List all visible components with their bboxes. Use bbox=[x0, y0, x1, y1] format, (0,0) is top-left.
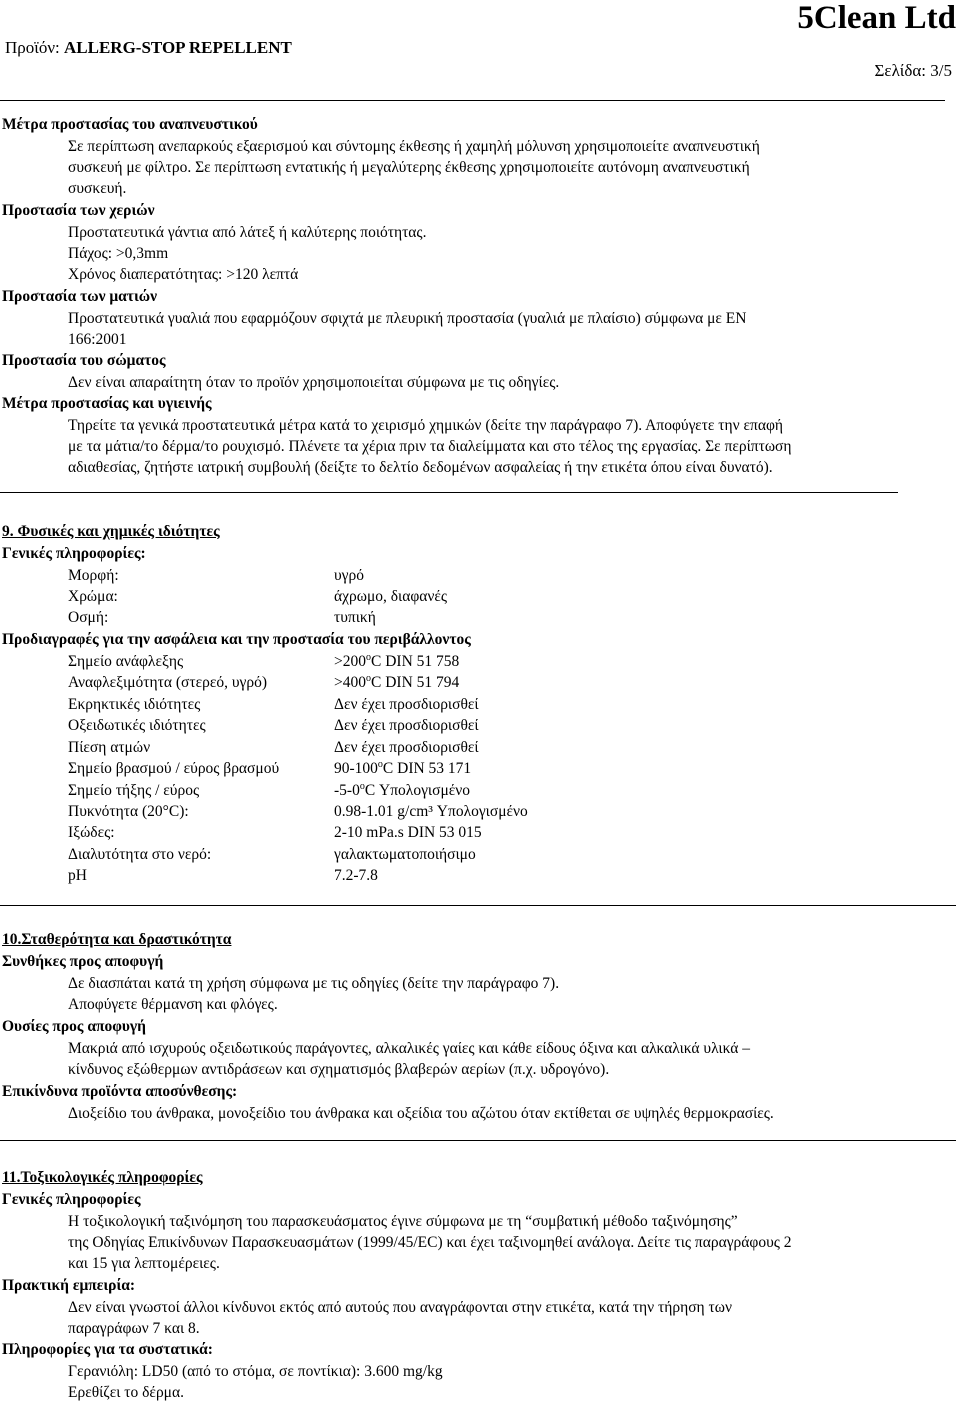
product-line bbox=[5, 38, 292, 58]
tox-general-line: της Οδηγίας Επικίνδυνων Παρασκευασμάτων (1999/45/EC) και έχει ταξινομηθεί ανάλογα. Δείτε τις παραγράφους 2 bbox=[68, 1234, 792, 1251]
spec-label: Σημείο βρασμού / εύρος βρασμού bbox=[68, 760, 280, 777]
hazardous-title: Επικίνδυνα προϊόντα αποσύνθεσης: bbox=[2, 1083, 238, 1100]
spec-value: Δεν έχει προσδιορισθεί bbox=[334, 717, 479, 734]
spec-value: 7.2-7.8 bbox=[334, 867, 378, 884]
property-value: τυπική bbox=[334, 609, 376, 626]
components-line: Γερανιόλη: LD50 (από το στόμα, σε ποντίκια): 3.600 mg/kg bbox=[68, 1363, 443, 1380]
spec-value: Δεν έχει προσδιορισθεί bbox=[334, 739, 479, 756]
spec-label: Διαλυτότητα στο νερό: bbox=[68, 846, 212, 863]
body-line: Δεν είναι απαραίτητη όταν το προϊόν χρησιμοποιείται σύμφωνα με τις οδηγίες. bbox=[68, 374, 560, 391]
practical-line: Δεν είναι γνωστοί άλλοι κίνδυνοι εκτός από αυτούς που αναγράφονται στην ετικέτα, κατά την τήρηση των bbox=[68, 1299, 732, 1316]
spec-value: 2-10 mPa.s DIN 53 015 bbox=[334, 824, 482, 841]
hazardous-line: Διοξείδιο του άνθρακα, μονοξείδιο του άνθρακα και οξείδια του αζώτου όταν εκτίθεται σε υψηλές θερμοκρασίες. bbox=[68, 1105, 774, 1122]
tox-general-title: Γενικές πληροφορίες bbox=[2, 1191, 141, 1208]
section9-title: 9. Φυσικές και χημικές ιδιότητες bbox=[2, 523, 220, 540]
product-name: ALLERG-STOP REPELLENT bbox=[64, 38, 292, 57]
section10-title: 10.Σταθερότητα και δραστικότητα bbox=[2, 931, 232, 948]
spec-label: Πίεση ατμών bbox=[68, 739, 151, 756]
hygiene-line: Τηρείτε τα γενικά προστατευτικά μέτρα κατά το χειρισμό χημικών (δείτε την παράγραφο 7). Αποφύγετε την επαφή bbox=[68, 417, 783, 434]
avoid-conditions-title: Συνθήκες προς αποφυγή bbox=[2, 953, 164, 970]
property-label: Οσμή: bbox=[68, 609, 109, 626]
spec-label: Εκρηκτικές ιδιότητες bbox=[68, 696, 201, 713]
header-divider bbox=[0, 100, 945, 101]
spec-label: Σημείο ανάφλεξης bbox=[68, 653, 184, 670]
components-title: Πληροφορίες για τα συστατικά: bbox=[2, 1341, 213, 1358]
avoid-conditions-line: Δε διασπάται κατά τη χρήση σύμφωνα με τις οδηγίες (δείτε την παράγραφο 7). bbox=[68, 975, 560, 992]
spec-value: $>200^oC$ DIN 51 758 bbox=[334, 652, 460, 670]
respiratory-title: Μέτρα προστασίας του αναπνευστικού bbox=[2, 116, 258, 133]
property-value: υγρό bbox=[334, 567, 365, 584]
tox-general-line: και 15 για λεπτομέρειες. bbox=[68, 1255, 220, 1272]
section11-title: 11.Τοξικολογικές πληροφορίες bbox=[2, 1169, 203, 1186]
product-label: Προϊόν: bbox=[5, 38, 64, 57]
hands-line: Χρόνος διαπερατότητας: >120 λεπτά bbox=[68, 266, 299, 283]
specs-title: Προδιαγραφές για την ασφάλεια και την προστασία του περιβάλλοντος bbox=[2, 631, 471, 648]
spec-value: 0.98-1.01 g/cm³ Υπολογισμένο bbox=[334, 803, 528, 820]
substances-line: Μακριά από ισχυρούς οξειδωτικούς παράγοντες, αλκαλικές γαίες και κάθε είδους όξινα και αλκαλικά υλικά – bbox=[68, 1040, 750, 1057]
section9-general-title: Γενικές πληροφορίες: bbox=[2, 545, 146, 562]
spec-value: 90-100$^o$C DIN 53 171 bbox=[334, 759, 472, 777]
spec-label: Σημείο τήξης / εύρος bbox=[68, 782, 200, 799]
tox-general-line: Η τοξικολογική ταξινόμηση του παρασκευάσματος έγινε σύμφωνα με τη “συμβατική μέθοδο ταξινόμησης” bbox=[68, 1213, 738, 1230]
property-label: Χρώμα: bbox=[68, 588, 118, 605]
spec-value: $>400^oC$ DIN 51 794 bbox=[334, 673, 460, 691]
spec-value: Δεν έχει προσδιορισθεί bbox=[334, 696, 479, 713]
eyes-line: Προστατευτικά γυαλιά που εφαρμόζουν σφιχτά με πλευρική προστασία (γυαλιά με πλαίσιο) σύμφωνα με EN bbox=[68, 310, 747, 327]
hygiene-line: με τα μάτια/το δέρμα/το ρουχισμό. Πλένετε τα χέρια πριν τα διαλείμματα και στο τέλος της εργασίας. Σε περίπτωση bbox=[68, 438, 792, 455]
page-number: Σελίδα: 3/5 bbox=[874, 61, 952, 80]
eyes-title: Προστασία των ματιών bbox=[2, 288, 158, 305]
substances-line: κίνδυνος εξώθερμων αντιδράσεων και σχηματισμός βλαβερών αερίων (π.χ. υδρογόνο). bbox=[68, 1061, 610, 1078]
substances-title: Ουσίες προς αποφυγή bbox=[2, 1018, 146, 1035]
components-line: Ερεθίζει το δέρμα. bbox=[68, 1384, 184, 1401]
eyes-line: 166:2001 bbox=[68, 331, 127, 348]
spec-label: pH bbox=[68, 867, 87, 884]
spec-label: Πυκνότητα (20°C): bbox=[68, 803, 189, 820]
respiratory-line: συσκευή. bbox=[68, 180, 127, 197]
practical-line: παραγράφων 7 και 8. bbox=[68, 1320, 200, 1337]
body-title: Προστασία του σώματος bbox=[2, 352, 166, 369]
spec-label: Ιξώδες: bbox=[68, 824, 115, 841]
spec-value: -5-0$^o$C Υπολογισμένο bbox=[334, 781, 471, 799]
practical-title: Πρακτική εμπειρία: bbox=[2, 1277, 136, 1294]
respiratory-line: συσκευή με φίλτρο. Σε περίπτωση εντατικής ή μεγαλύτερης έκθεσης χρησιμοποιείτε αυτόνομη αναπνευστική bbox=[68, 159, 750, 176]
property-value: άχρωμο, διαφανές bbox=[334, 588, 448, 605]
respiratory-line: Σε περίπτωση ανεπαρκούς εξαερισμού και σύντομης έκθεσης ή χαμηλή μόλυνση χρησιμοποιείτε αναπνευστική bbox=[68, 138, 760, 155]
section-divider bbox=[0, 1140, 956, 1141]
hands-line: Προστατευτικά γάντια από λάτεξ ή καλύτερης ποιότητας. bbox=[68, 224, 427, 241]
spec-label: Αναφλεξιμότητα (στερεό, υγρό) bbox=[68, 674, 268, 691]
property-label: Μορφή: bbox=[68, 567, 119, 584]
company-name: 5Clean Ltd bbox=[797, 0, 956, 36]
section-divider bbox=[0, 492, 898, 493]
avoid-conditions-line: Αποφύγετε θέρμανση και φλόγες. bbox=[68, 996, 278, 1013]
spec-label: Οξειδωτικές ιδιότητες bbox=[68, 717, 206, 734]
section-divider bbox=[0, 905, 956, 906]
hygiene-title: Μέτρα προστασίας και υγιεινής bbox=[2, 395, 212, 412]
hands-line: Πάχος: >0,3mm bbox=[68, 245, 169, 262]
spec-value: γαλακτωματοποιήσιμο bbox=[334, 846, 476, 863]
hygiene-line: αδιαθεσίας, ζητήστε ιατρική συμβουλή (δείξτε το δελτίο δεδομένων ασφαλείας ή την ετικέτα όπου είναι δυνατό). bbox=[68, 459, 773, 476]
hands-title: Προστασία των χεριών bbox=[2, 202, 155, 219]
